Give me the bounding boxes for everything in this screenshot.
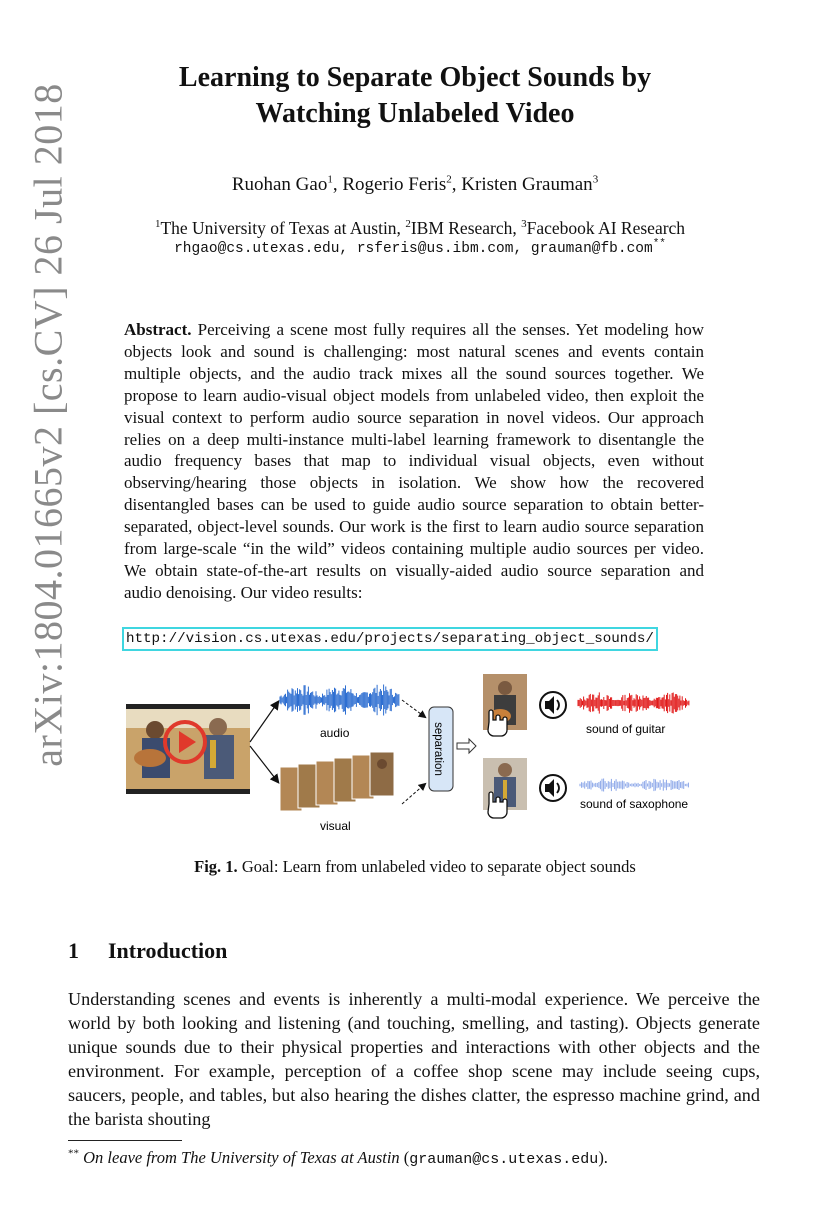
affiliations xyxy=(90,218,750,239)
email-footnote-mark: ** xyxy=(652,238,666,251)
affil-mark-2: 2 xyxy=(405,218,411,231)
author-3-affil-mark: 3 xyxy=(592,173,599,186)
footnote xyxy=(68,1148,608,1168)
email-list: rhgao@cs.utexas.edu, rsferis@us.ibm.com, grauman@fb.com xyxy=(174,241,653,257)
author-1-affil-mark: 1 xyxy=(327,173,333,186)
arxiv-id-text: arXiv:1804.01665v2 [cs.CV] 26 Jul 2018 xyxy=(25,83,71,767)
abstract-label: Abstract. xyxy=(124,320,192,339)
author-1: Ruohan Gao xyxy=(231,174,328,195)
affil-mark-3: 3 xyxy=(521,218,527,231)
abstract xyxy=(124,319,704,604)
affil-1: The University of Texas at Austin, xyxy=(160,218,406,238)
author-2: Rogerio Feris xyxy=(342,174,447,195)
footnote-text: On leave from The University of Texas at Austin xyxy=(83,1148,400,1167)
project-url-link[interactable]: http://vision.cs.utexas.edu/projects/separating_object_sounds/ xyxy=(122,627,658,651)
intro-paragraph: Understanding scenes and events is inherently a multi-modal experience. We perceive the world by both looking and listening (and touching, smelling, and tasting). Objects generate unique sounds due to their physical properties and interactions with other objects and the environment. For example, perception of a coffee shop scene may include seeing cups, saucers, people, and tables, but also hearing the dishes clatter, the espresso machine grind, and the barista shouting xyxy=(68,989,760,1129)
paper-title xyxy=(120,60,710,132)
visual-label: visual xyxy=(320,819,351,833)
guitar-sound-label: sound of guitar xyxy=(586,722,666,736)
author-2-affil-mark: 2 xyxy=(446,173,452,186)
arxiv-identifier xyxy=(18,80,78,770)
footnote-email: grauman@cs.utexas.edu xyxy=(409,1151,599,1168)
footnote-mark: ** xyxy=(68,1147,79,1160)
arrow-to-visual xyxy=(250,746,278,782)
saxophone-waveform xyxy=(580,779,688,792)
audio-waveform xyxy=(280,685,399,716)
footnote-rule xyxy=(68,1140,182,1141)
author-emails xyxy=(90,238,750,257)
guitar-waveform xyxy=(578,692,689,713)
section-title: Introduction xyxy=(108,938,228,963)
author-list: Ruohan Gao$^1$, Rogerio Feris$^2$, Kristen Grauman$^3$ xyxy=(231,173,599,195)
sax-sound-label: sound of saxophone xyxy=(580,797,689,811)
affil-3: Facebook AI Research xyxy=(526,218,686,238)
speaker-icon xyxy=(540,692,566,718)
section-number: 1 xyxy=(68,938,79,963)
author-3: Kristen Grauman xyxy=(461,174,593,195)
section-heading xyxy=(68,938,227,964)
output-arrow-icon xyxy=(457,739,476,753)
caption-label: Fig. 1. xyxy=(194,857,238,876)
footnote-paren-open: ( xyxy=(399,1148,410,1167)
arrow-to-audio xyxy=(250,702,278,742)
visual-frames xyxy=(280,752,394,811)
dashed-arrow-visual xyxy=(402,784,425,804)
audio-label: audio xyxy=(320,726,350,740)
abstract-text: Perceiving a scene most fully requires all the senses. Yet modeling how objects look and sound is challenging: most natural scenes and events contain multiple objects, and the audio track mixes all the sound sources together. We propose to learn audio-visual object models from unlabeled video, then exploit the visual context to perform audio source separation in novel videos. Our approach relies on a deep multi-instance multi-label learning framework to disentangle the audio frequency bases that map to individual visual objects, even without observing/hearing those objects in isolation. We show how the recovered disentangled bases can be used to guide audio source separation to obtain better-separated, object-level sounds. Our work is the first to learn audio source separation from large-scale “in the wild” videos containing multiple audio sources per video. We obtain state-of-the-art results on visually-aided audio source separation and audio denoising. Our video results: xyxy=(124,320,704,602)
caption-text: Goal: Learn from unlabeled video to separate object sounds xyxy=(241,857,636,876)
separation-label: separation xyxy=(432,722,444,776)
figure-caption xyxy=(70,857,760,877)
dashed-arrow-audio xyxy=(402,700,425,717)
video-frame xyxy=(126,704,250,794)
figure-1 xyxy=(120,672,720,842)
affil-2: IBM Research, xyxy=(410,218,522,238)
footnote-paren-close: ). xyxy=(598,1148,608,1167)
speaker-icon xyxy=(540,775,566,801)
title-line-2: Watching Unlabeled Video xyxy=(255,98,575,129)
title-line-1: Learning to Separate Object Sounds by xyxy=(178,62,652,93)
affil-mark-1: 1 xyxy=(154,218,161,231)
